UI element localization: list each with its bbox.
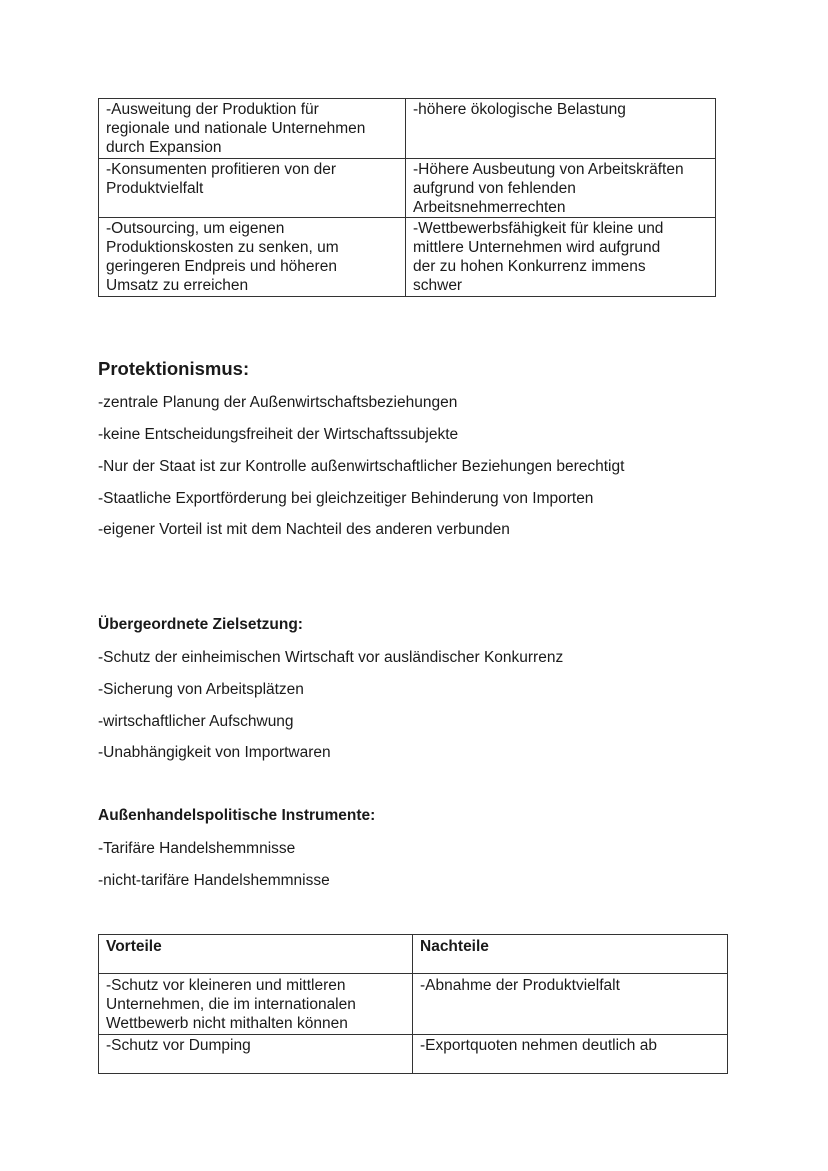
- table-row: [99, 974, 728, 1035]
- table-cell-right: [406, 218, 716, 297]
- cell-line: Produktionskosten zu senken, um: [106, 239, 339, 256]
- list-item: -Staatliche Exportförderung bei gleichzeitiger Behinderung von Importen: [98, 490, 594, 507]
- header-vorteile: Vorteile: [99, 935, 413, 974]
- list-item: -nicht-tarifäre Handelshemmnisse: [98, 872, 330, 889]
- list-item: -wirtschaftlicher Aufschwung: [98, 713, 294, 730]
- cell-line: -Abnahme der Produktvielfalt: [420, 977, 620, 994]
- cell-line: durch Expansion: [106, 139, 222, 156]
- cell-line: -Outsourcing, um eigenen: [106, 220, 285, 237]
- header-nachteile: Nachteile: [413, 935, 728, 974]
- table-cell-left: [99, 974, 413, 1035]
- list-item: -zentrale Planung der Außenwirtschaftsbeziehungen: [98, 394, 458, 411]
- table-cell-right: [406, 159, 716, 218]
- cell-line: geringeren Endpreis und höheren: [106, 258, 337, 275]
- list-item: -Schutz der einheimischen Wirtschaft vor ausländischer Konkurrenz: [98, 649, 564, 666]
- table-header-row: [99, 935, 728, 974]
- cell-line: regionale und nationale Unternehmen: [106, 120, 366, 137]
- cell-line: -Konsumenten profitieren von der: [106, 161, 337, 178]
- table-cell-right: [413, 1035, 728, 1074]
- cell-line: Unternehmen, die im internationalen: [106, 996, 356, 1013]
- cell-line: -Schutz vor kleineren und mittleren: [106, 977, 346, 994]
- instrumente-heading: Außenhandelspolitische Instrumente:: [98, 807, 376, 824]
- list-item: -Tarifäre Handelshemmnisse: [98, 840, 296, 857]
- table-row: [99, 218, 716, 297]
- list-item: -Nur der Staat ist zur Kontrolle außenwirtschaftlicher Beziehungen berechtigt: [98, 458, 625, 475]
- table-cell-left: [99, 1035, 413, 1074]
- table-cell-left: [99, 99, 406, 159]
- cell-line: -Schutz vor Dumping: [106, 1037, 251, 1054]
- list-item: -Unabhängigkeit von Importwaren: [98, 744, 331, 761]
- table-cell-left: [99, 218, 406, 297]
- cell-line: Wettbewerb nicht mithalten können: [106, 1015, 348, 1032]
- freihandel-table: [98, 98, 716, 297]
- cell-line: Arbeitsnehmerrechten: [413, 199, 566, 216]
- cell-line: -Ausweitung der Produktion für: [106, 101, 319, 118]
- list-item: -eigener Vorteil ist mit dem Nachteil des anderen verbunden: [98, 521, 510, 538]
- cell-line: schwer: [413, 277, 463, 294]
- zielsetzung-heading: Übergeordnete Zielsetzung:: [98, 616, 303, 633]
- protektionismus-heading: Protektionismus:: [98, 358, 250, 379]
- table-cell-left: [99, 159, 406, 218]
- table-row: [99, 1035, 728, 1074]
- table-cell-right: [413, 974, 728, 1035]
- cell-line: aufgrund von fehlenden: [413, 180, 576, 197]
- cell-line: Umsatz zu erreichen: [106, 277, 249, 294]
- cell-line: -Höhere Ausbeutung von Arbeitskräften: [413, 161, 684, 178]
- protektionismus-table: [98, 934, 728, 1074]
- cell-line: -Exportquoten nehmen deutlich ab: [420, 1037, 657, 1054]
- cell-line: Produktvielfalt: [106, 180, 204, 197]
- list-item: -Sicherung von Arbeitsplätzen: [98, 681, 304, 698]
- table-row: [99, 159, 716, 218]
- table-row: [99, 99, 716, 159]
- cell-line: der zu hohen Konkurrenz immens: [413, 258, 646, 275]
- list-item: -keine Entscheidungsfreiheit der Wirtschaftssubjekte: [98, 426, 459, 443]
- cell-line: -höhere ökologische Belastung: [413, 101, 626, 118]
- cell-line: mittlere Unternehmen wird aufgrund: [413, 239, 661, 256]
- table-cell-right: [406, 99, 716, 159]
- cell-line: -Wettbewerbsfähigkeit für kleine und: [413, 220, 664, 237]
